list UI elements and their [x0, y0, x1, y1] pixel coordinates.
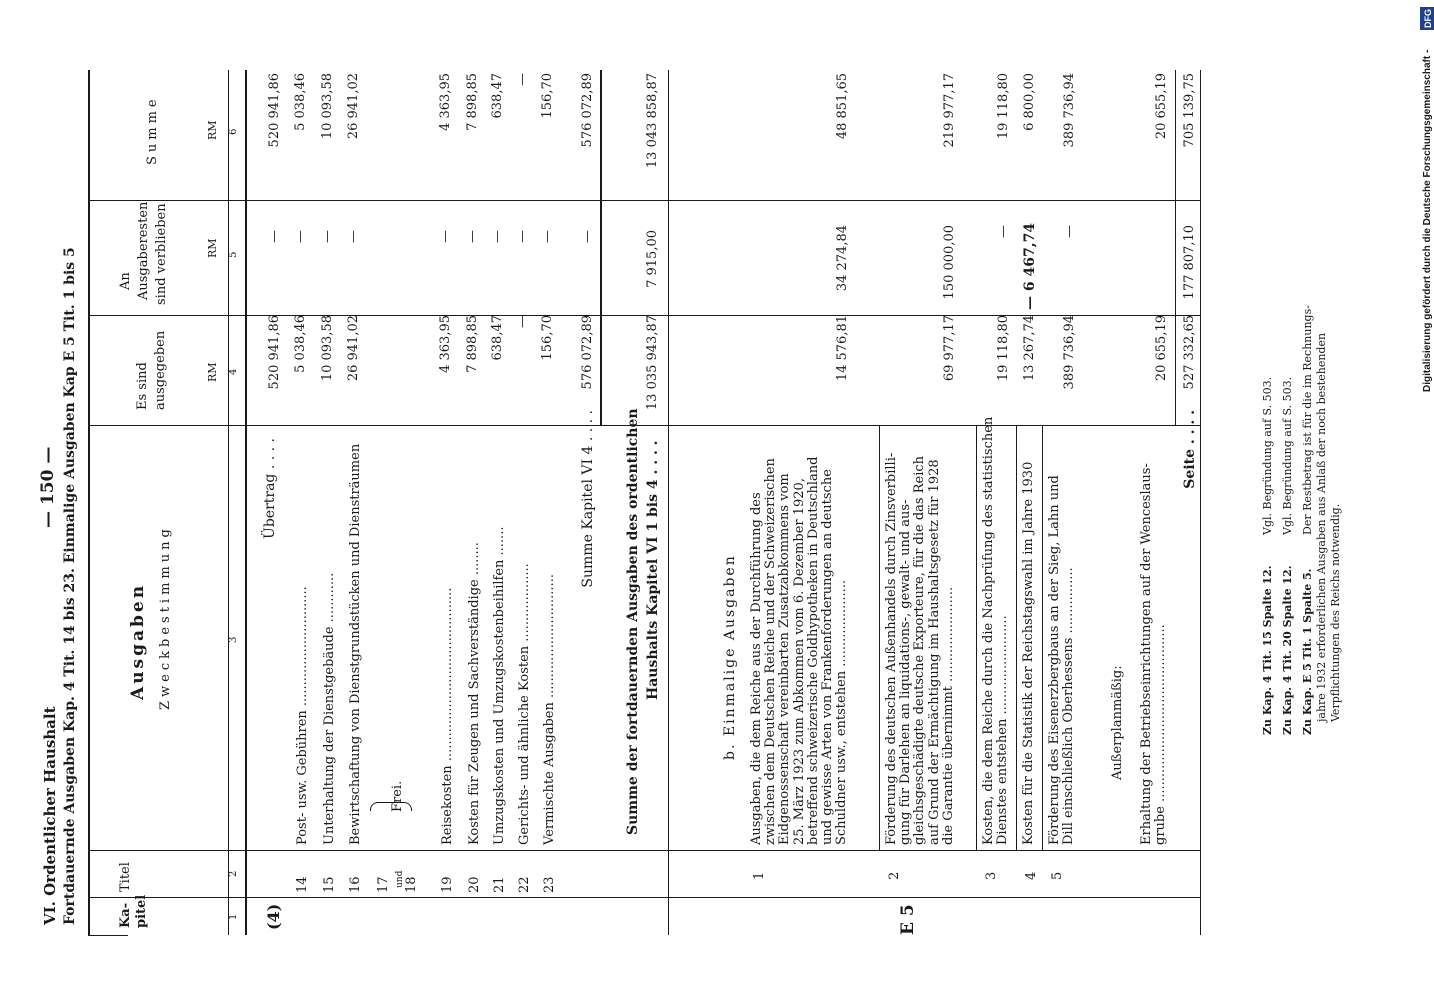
titel: 21	[492, 876, 507, 893]
ausserplan-c4: 20 655,19	[1154, 315, 1169, 382]
seite-c4: 527 332,65	[1182, 315, 1197, 390]
e-row-text: Ausgaben, die dem Reiche aus der Durchführung des	[749, 492, 764, 845]
col5-label: An	[118, 272, 133, 290]
ausserplan-text: grube ...........................................	[1153, 624, 1169, 845]
row-text: Unterhaltung der Dienstgebäude ............	[322, 572, 337, 845]
table-bottom-rule	[1200, 70, 1201, 935]
c6-value: 7 898,85	[465, 73, 480, 131]
e-c6: 48 851,65	[835, 73, 851, 140]
seite-label: Seite . . . .	[1182, 410, 1198, 489]
row-text: Gerichts- und ähnliche Kosten ...................	[517, 563, 532, 845]
sum-kap-c5: —	[580, 230, 595, 243]
titel-und: und	[395, 870, 405, 888]
sum-all-c4: 13 035 943,87	[645, 315, 660, 411]
footnote-ref: Zu Kap. 4 Tit. 20 Spalte 12.	[1281, 565, 1294, 735]
colnum-num3: 3	[228, 636, 239, 643]
c6-value: 638,47	[490, 73, 505, 119]
e-c5: 34 274,84	[835, 225, 851, 292]
sum-all-rule	[668, 70, 669, 935]
e5-label: E 5	[898, 904, 918, 935]
e-row-sep	[976, 426, 977, 850]
colnum-num5: 5	[228, 251, 239, 258]
seite-c6: 705 139,75	[1182, 73, 1197, 148]
e-c4: 69 977,17	[941, 315, 957, 382]
ausserplan-text: Erhaltung der Betriebseinrichtungen auf der Wenceslaus-	[1139, 463, 1154, 845]
c5-value: —	[438, 230, 453, 243]
kap-label: (4)	[264, 903, 283, 930]
e-row-text: auf Grund der Ermächtigung im Haushaltsgesetz für 1928	[926, 459, 942, 845]
e-titel: 3	[984, 871, 999, 880]
c6-value: 10 093,58	[320, 73, 335, 140]
row-text: Umzugskosten und Umzugskostenbeihilfen .......	[492, 526, 507, 845]
col5-label-2: Ausgaberesten	[136, 201, 151, 300]
e-c4: 14 576,81	[835, 315, 851, 382]
e-c4: 389 736,94	[1062, 315, 1078, 390]
e-c5: —	[996, 225, 1012, 238]
e-row-text: Schuldner usw., entstehen .....................	[834, 579, 850, 845]
titel: 17	[376, 876, 391, 893]
c4-value: —	[515, 315, 530, 328]
ausserplan-c6: 20 655,19	[1154, 73, 1169, 140]
e-titel: 5	[1050, 871, 1065, 880]
footnote-text: Der Restbetrag ist für die im Rechnungs-	[1301, 305, 1314, 535]
c4-value: 26 941,02	[346, 315, 361, 382]
side-note: Digitalisierung gefördert durch die Deutsche Forschungsgemeinschaft -	[1422, 49, 1433, 392]
e-row-text: Dienstes entstehen ........................	[995, 615, 1011, 845]
c5-value: —	[293, 230, 308, 243]
e-c6: 6 800,00	[1022, 73, 1037, 131]
unit-c4: RM	[206, 362, 219, 382]
c6-value: 5 038,46	[293, 73, 308, 131]
e-row-text: 25. März 1923 zum Abkommen vom 6. Dezember 1920,	[791, 478, 807, 845]
e-row-text: Kosten, die dem Reiche durch die Nachprüfung des statistischen	[981, 416, 996, 845]
row-text: Bewirtschaftung von Dienstgrundstücken und Diensträumen	[348, 443, 363, 845]
col3-title: Ausgaben	[128, 582, 148, 700]
col-rule-6-5	[88, 200, 1200, 201]
e-c5: 150 000,00	[941, 225, 957, 300]
c5-value: —	[490, 230, 505, 243]
titel: 22	[517, 876, 532, 893]
titel: 19	[440, 876, 455, 893]
colnum-num6: 6	[228, 128, 239, 135]
col1-label: Ka-	[118, 902, 133, 928]
col2-label: Titel	[118, 862, 133, 892]
header-left: VI. Ordentlicher Haushalt	[41, 706, 59, 925]
section-b-title: b. Einmalige Ausgaben	[722, 554, 738, 760]
row-text: Kosten für Zeugen und Sachverständige ........	[467, 542, 482, 845]
colnum-num1: 1	[228, 913, 239, 920]
e-row-sep	[879, 426, 880, 850]
colnum-num4: 4	[228, 368, 239, 375]
c5-value: —	[267, 230, 282, 243]
e-c6: 389 736,94	[1062, 73, 1078, 148]
e-c5: — 6 467,74	[1022, 222, 1038, 310]
c6-value: 4 363,95	[438, 73, 453, 131]
c4-value: 638,47	[490, 315, 505, 361]
titel: 16	[348, 876, 363, 893]
footnote-cont: Verpflichtungen des Reichs notwendig.	[1329, 503, 1342, 722]
sum-all-c5: 7 915,00	[645, 230, 660, 288]
c4-value: 156,70	[540, 315, 555, 361]
c4-value: 7 898,85	[465, 315, 480, 373]
colnum-right-rule	[245, 70, 247, 935]
ausserplan-title: Außerplanmäßig:	[1110, 665, 1125, 780]
footnote-cont: jahre 1932 erforderlichen Ausgaben aus Anlaß der noch bestehenden	[1315, 332, 1328, 722]
seite-rule	[1175, 70, 1176, 425]
e-row-text: betreffend schweizerische Goldhypotheken in Deutschland	[805, 456, 821, 845]
e-row-text: die Garantie übernimmt .......................	[940, 586, 956, 845]
page-number: — 150 —	[38, 446, 58, 528]
header-subtitle: Fortdauernde Ausgaben Kap. 4 Tit. 14 bis 23. Einmalige Ausgaben Kap E 5 Tit. 1 bis 5	[62, 247, 78, 925]
c4-value: 5 038,46	[293, 315, 308, 373]
e-titel: 1	[752, 871, 767, 880]
col4-label-2: ausgegeben	[153, 330, 168, 410]
col-rule-1-end	[88, 935, 128, 936]
e-c6: 219 977,17	[941, 73, 957, 148]
row-text: Übertrag . . . .	[262, 438, 278, 539]
e-row-text: Kosten für die Statistik der Reichstagswahl im Jahre 1930	[1021, 461, 1036, 845]
row-text: Vermischte Ausgaben ..............................	[542, 574, 557, 845]
e-row-text: Dill einschließlich Oberhessens ................	[1061, 567, 1077, 845]
c5-value: —	[346, 230, 361, 243]
e-c4: 19 118,80	[996, 315, 1012, 382]
e-row-text: und gewisse Arten von Frankenforderungen an deutsche	[820, 469, 835, 845]
sum-kap-rule	[600, 70, 602, 425]
c4-value: 4 363,95	[438, 315, 453, 373]
seite-c5: 177 807,10	[1182, 225, 1197, 300]
col6-label: Summe	[145, 95, 160, 165]
e-c4: 13 267,74	[1022, 315, 1037, 382]
footnote-text: Vgl. Begründung auf S. 503.	[1261, 376, 1274, 535]
sum-all-line2: Haushalts Kapitel VI 1 bis 4 . . . .	[645, 440, 661, 700]
col1-label-2: pitel	[134, 894, 149, 928]
c6-value: 520 941,86	[267, 73, 282, 148]
col-rule-4-3	[88, 425, 1200, 426]
unit-c5: RM	[206, 238, 219, 258]
e-titel: 2	[887, 871, 902, 880]
unit-c6: RM	[206, 120, 219, 140]
titel: 14	[295, 876, 310, 893]
titel: 23	[542, 876, 557, 893]
sum-kap-label: Summe Kapitel VI 4 . . . .	[580, 410, 596, 588]
c5-value: —	[465, 230, 480, 243]
e-row-text: Förderung des Eisenerzbergbaus an der Sieg, Lahn und	[1047, 475, 1062, 845]
e-c6: 19 118,80	[996, 73, 1012, 140]
brace	[370, 802, 412, 811]
sum-kap-c6: 576 072,89	[580, 73, 595, 148]
c6-value: 26 941,02	[346, 73, 361, 140]
e-row-sep	[1042, 426, 1043, 850]
e-row-text: Förderung des deutschen Außenhandels durch Zinsverbilli-	[884, 452, 899, 845]
colnum-num2: 2	[228, 870, 239, 877]
sum-all-line1: Summe der fortdauernden Ausgaben des ordentlichen	[625, 408, 641, 835]
footnote-ref: Zu Kap. 4 Tit. 15 Spalte 12.	[1261, 565, 1274, 735]
dfg-logo: DFG	[1420, 7, 1434, 30]
footnote-text: Vgl. Begründung auf S. 503.	[1281, 376, 1294, 535]
e-row-text: zwischen dem Deutschen Reiche und der Schweizerischen	[763, 458, 779, 845]
col3-sub: Zweckbestimmung	[158, 525, 173, 710]
c6-value: 156,70	[540, 73, 555, 119]
c5-value: —	[540, 230, 555, 243]
c4-value: 520 941,86	[267, 315, 282, 390]
footnote-ref: Zu Kap. E 5 Tit. 1 Spalte 5.	[1301, 568, 1314, 735]
e-c5: —	[1062, 225, 1078, 238]
col4-label: Es sind	[135, 362, 150, 410]
col-rule-3-2	[88, 850, 1200, 851]
c6-value: —	[515, 73, 530, 86]
titel: 15	[322, 876, 337, 893]
sum-kap-c4: 576 072,89	[580, 315, 595, 390]
c5-value: —	[320, 230, 335, 243]
e-row-sep	[1016, 426, 1017, 850]
e-row-text: gleichsgeschädigte deutsche Exporteure, für die das Reich	[912, 455, 928, 845]
e-row-text: Eidgenossenschaft vereinbarten Zusatzabkommens vom	[777, 473, 793, 845]
row-text: Frei.	[390, 780, 405, 812]
col-rule-2-1	[88, 897, 1200, 898]
sum-all-c6: 13 043 858,87	[645, 73, 660, 169]
e-titel: 4	[1024, 871, 1039, 880]
row-text: Post- usw. Gebühren .............................	[295, 586, 310, 845]
col5-label-3: sind verblieben	[154, 203, 169, 305]
c5-value: —	[515, 230, 530, 243]
titel: 20	[467, 876, 482, 893]
colnum-left-rule	[228, 70, 229, 935]
c4-value: 10 093,58	[320, 315, 335, 382]
row-text: Reisekosten ..........................................	[440, 587, 455, 845]
e-row-text: gung für Darlehen an liquidations-, gewalt- und aus-	[898, 499, 914, 845]
titel: 18	[404, 876, 419, 893]
